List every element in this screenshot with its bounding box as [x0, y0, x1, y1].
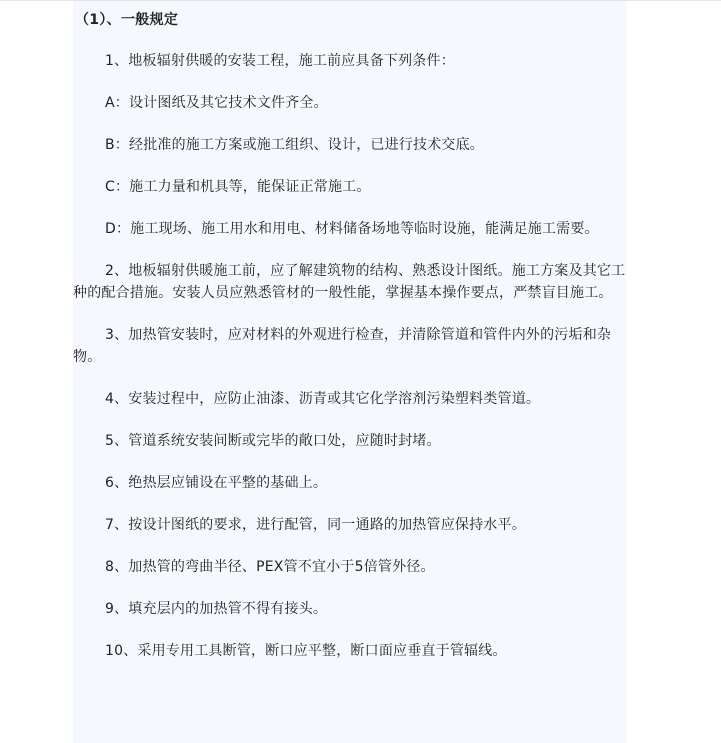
paragraph-6: 6、绝热层应铺设在平整的基础上。	[105, 475, 328, 491]
paragraph-4: 4、安装过程中，应防止油漆、沥青或其它化学溶剂污染塑料类管道。	[105, 391, 541, 407]
paragraph-3: 3、加热管安装时，应对材料的外观进行检查，并清除管道和管件内外的污垢和杂物。	[73, 327, 612, 365]
paragraph-9: 9、填充层内的加热管不得有接头。	[105, 601, 328, 617]
paragraph-10: 10、采用专用工具断管，断口应平整，断口面应垂直于管辐线。	[105, 643, 507, 659]
paragraph-2: 2、地板辐射供暖施工前，应了解建筑物的结构、熟悉设计图纸。施工方案及其它工种的配合措施。安装人员应熟悉管材的一般性能，掌握基本操作要点，严禁盲目施工。	[73, 263, 626, 301]
paragraph-b: B：经批准的施工方案或施工组织、设计，已进行技术交底。	[105, 137, 485, 153]
paragraph-c: C：施工力量和机具等，能保证正常施工。	[105, 179, 371, 195]
section-heading: （1）、一般规定	[75, 12, 179, 28]
paragraph-1: 1、地板辐射供暖的安装工程，施工前应具备下列条件：	[105, 53, 455, 69]
article-content	[73, 1, 626, 743]
paragraph-5: 5、管道系统安装间断或完毕的敞口处，应随时封堵。	[105, 433, 441, 449]
paragraph-7: 7、按设计图纸的要求，进行配管，同一通路的加热管应保持水平。	[105, 517, 526, 533]
paragraph-a: A：设计图纸及其它技术文件齐全。	[105, 95, 328, 111]
paragraph-8: 8、加热管的弯曲半径、PEX管不宜小于5倍管外径。	[105, 559, 435, 575]
paragraph-d: D：施工现场、施工用水和用电、材料储备场地等临时设施，能满足施工需要。	[105, 221, 599, 237]
